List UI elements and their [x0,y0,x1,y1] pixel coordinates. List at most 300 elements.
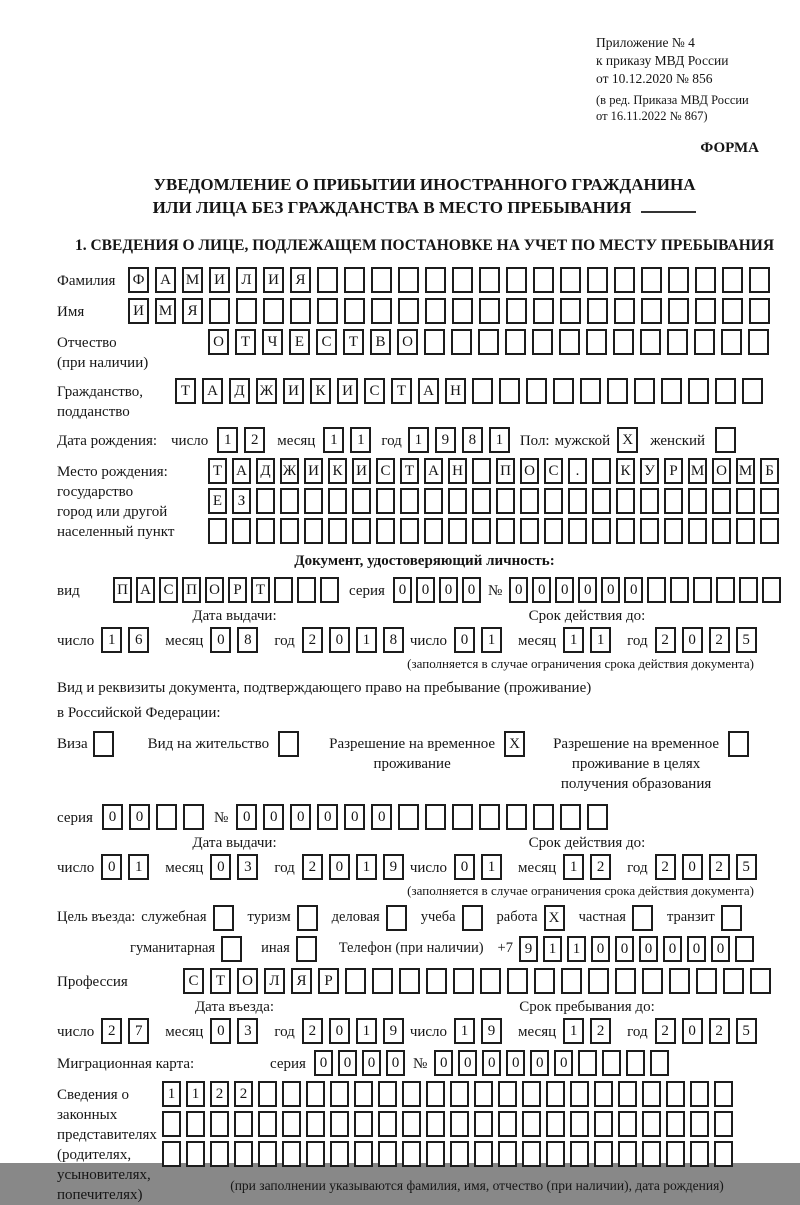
char-box[interactable]: 9 [481,1018,502,1044]
char-box[interactable] [594,1111,613,1137]
char-box[interactable]: 2 [234,1081,253,1107]
char-box[interactable]: О [712,458,731,484]
char-box[interactable]: 0 [624,577,643,603]
char-box[interactable] [297,905,318,931]
char-box[interactable]: О [205,577,224,603]
char-box[interactable] [714,1141,733,1167]
char-box[interactable] [474,1081,493,1107]
char-box[interactable]: 0 [687,936,706,962]
char-box[interactable]: И [128,298,149,324]
char-box[interactable] [641,267,662,293]
char-box[interactable] [560,804,581,830]
char-box[interactable]: 1 [481,854,502,880]
char-box[interactable] [344,267,365,293]
char-box[interactable] [668,298,689,324]
char-box[interactable] [666,1081,685,1107]
char-box[interactable] [696,968,717,994]
char-box[interactable] [162,1141,181,1167]
char-box[interactable]: 0 [532,577,551,603]
char-box[interactable] [452,267,473,293]
char-box[interactable]: 1 [563,627,584,653]
char-box[interactable] [640,329,661,355]
char-box[interactable] [544,488,563,514]
char-box[interactable]: 0 [454,627,475,653]
char-box[interactable] [578,1050,597,1076]
char-box[interactable] [426,968,447,994]
char-box[interactable] [592,518,611,544]
char-box[interactable] [760,488,779,514]
char-box[interactable] [695,267,716,293]
char-box[interactable]: 0 [102,804,123,830]
char-box[interactable]: Т [251,577,270,603]
char-box[interactable] [614,298,635,324]
char-box[interactable] [452,804,473,830]
char-box[interactable]: 0 [236,804,257,830]
char-box[interactable]: Т [210,968,231,994]
char-box[interactable] [448,518,467,544]
char-box[interactable] [328,488,347,514]
char-box[interactable] [402,1141,421,1167]
char-box[interactable]: 2 [709,854,730,880]
char-box[interactable] [586,329,607,355]
char-box[interactable] [587,267,608,293]
char-box[interactable]: 1 [489,427,510,453]
char-box[interactable]: 0 [434,1050,453,1076]
char-box[interactable] [425,267,446,293]
char-box[interactable] [296,936,317,962]
char-box[interactable] [317,267,338,293]
char-box[interactable]: 0 [314,1050,333,1076]
char-box[interactable] [451,329,472,355]
char-box[interactable]: 1 [186,1081,205,1107]
char-box[interactable] [400,488,419,514]
char-box[interactable]: 0 [454,854,475,880]
char-box[interactable]: 8 [462,427,483,453]
char-box[interactable] [714,1081,733,1107]
char-box[interactable]: 1 [350,427,371,453]
char-box[interactable]: П [182,577,201,603]
char-box[interactable]: 0 [506,1050,525,1076]
char-box[interactable]: 1 [101,627,122,653]
char-box[interactable] [424,518,443,544]
char-box[interactable] [213,905,234,931]
char-box[interactable]: 0 [101,854,122,880]
char-box[interactable] [560,267,581,293]
char-box[interactable] [694,329,715,355]
char-box[interactable]: Е [208,488,227,514]
char-box[interactable] [398,298,419,324]
char-box[interactable] [378,1081,397,1107]
char-box[interactable]: 8 [237,627,258,653]
char-box[interactable]: Л [236,267,257,293]
char-box[interactable] [544,518,563,544]
char-box[interactable] [666,1141,685,1167]
char-box[interactable]: 0 [530,1050,549,1076]
char-box[interactable] [372,968,393,994]
char-box[interactable] [520,488,539,514]
char-box[interactable] [453,968,474,994]
char-box[interactable] [472,378,493,404]
char-box[interactable]: Т [208,458,227,484]
char-box[interactable] [210,1111,229,1137]
char-box[interactable]: X [504,731,525,757]
char-box[interactable]: 1 [356,854,377,880]
char-box[interactable] [499,378,520,404]
char-box[interactable] [642,1141,661,1167]
char-box[interactable]: 2 [655,1018,676,1044]
char-box[interactable] [236,298,257,324]
char-box[interactable] [634,378,655,404]
char-box[interactable]: 1 [567,936,586,962]
char-box[interactable] [715,427,736,453]
char-box[interactable] [532,329,553,355]
char-box[interactable]: Р [318,968,339,994]
char-box[interactable] [498,1081,517,1107]
char-box[interactable] [712,518,731,544]
char-box[interactable]: . [568,458,587,484]
char-box[interactable]: 0 [329,854,350,880]
char-box[interactable]: 0 [682,627,703,653]
char-box[interactable] [93,731,114,757]
char-box[interactable]: 2 [302,627,323,653]
char-box[interactable]: О [208,329,229,355]
char-box[interactable] [561,968,582,994]
char-box[interactable]: 9 [383,854,404,880]
char-box[interactable] [282,1111,301,1137]
char-box[interactable] [641,298,662,324]
char-box[interactable] [345,968,366,994]
char-box[interactable] [526,378,547,404]
char-box[interactable]: А [155,267,176,293]
char-box[interactable] [304,488,323,514]
char-box[interactable] [210,1141,229,1167]
char-box[interactable]: С [159,577,178,603]
char-box[interactable] [306,1081,325,1107]
char-box[interactable] [760,518,779,544]
char-box[interactable]: И [209,267,230,293]
char-box[interactable]: 0 [393,577,412,603]
char-box[interactable] [462,905,483,931]
char-box[interactable] [661,378,682,404]
char-box[interactable] [560,298,581,324]
char-box[interactable]: С [376,458,395,484]
char-box[interactable] [570,1081,589,1107]
char-box[interactable]: 8 [383,627,404,653]
char-box[interactable] [306,1141,325,1167]
char-box[interactable]: И [263,267,284,293]
char-box[interactable]: Т [175,378,196,404]
char-box[interactable] [478,329,499,355]
char-box[interactable] [714,1111,733,1137]
char-box[interactable]: 0 [462,577,481,603]
char-box[interactable] [716,577,735,603]
char-box[interactable]: Т [343,329,364,355]
char-box[interactable]: Л [264,968,285,994]
char-box[interactable] [263,298,284,324]
char-box[interactable] [186,1141,205,1167]
char-box[interactable]: 1 [408,427,429,453]
char-box[interactable] [688,488,707,514]
char-box[interactable]: М [182,267,203,293]
char-box[interactable]: 1 [563,854,584,880]
char-box[interactable]: 0 [682,1018,703,1044]
char-box[interactable] [378,1141,397,1167]
char-box[interactable] [723,968,744,994]
char-box[interactable] [506,804,527,830]
char-box[interactable]: Р [664,458,683,484]
char-box[interactable]: 9 [435,427,456,453]
char-box[interactable] [618,1111,637,1137]
char-box[interactable] [715,378,736,404]
char-box[interactable]: Н [448,458,467,484]
char-box[interactable]: 2 [655,854,676,880]
char-box[interactable]: 2 [101,1018,122,1044]
char-box[interactable]: 0 [329,1018,350,1044]
char-box[interactable] [425,298,446,324]
char-box[interactable] [750,968,771,994]
char-box[interactable]: 1 [356,1018,377,1044]
char-box[interactable]: 6 [128,627,149,653]
char-box[interactable] [693,577,712,603]
char-box[interactable]: Ж [256,378,277,404]
char-box[interactable] [256,488,275,514]
char-box[interactable] [533,804,554,830]
char-box[interactable] [479,804,500,830]
char-box[interactable]: З [232,488,251,514]
char-box[interactable] [282,1081,301,1107]
char-box[interactable] [666,1111,685,1137]
char-box[interactable] [330,1111,349,1137]
char-box[interactable]: Т [400,458,419,484]
char-box[interactable] [398,267,419,293]
char-box[interactable] [749,298,770,324]
char-box[interactable] [632,905,653,931]
char-box[interactable] [664,488,683,514]
char-box[interactable] [399,968,420,994]
char-box[interactable] [297,577,316,603]
char-box[interactable] [546,1141,565,1167]
char-box[interactable]: 0 [129,804,150,830]
char-box[interactable]: И [304,458,323,484]
char-box[interactable]: 9 [519,936,538,962]
char-box[interactable]: 0 [210,627,231,653]
char-box[interactable]: 1 [563,1018,584,1044]
char-box[interactable] [722,267,743,293]
char-box[interactable]: А [424,458,443,484]
char-box[interactable] [426,1141,445,1167]
char-box[interactable] [533,298,554,324]
char-box[interactable] [234,1141,253,1167]
char-box[interactable]: 7 [128,1018,149,1044]
char-box[interactable]: 1 [162,1081,181,1107]
char-box[interactable] [642,1111,661,1137]
char-box[interactable] [640,488,659,514]
char-box[interactable] [522,1141,541,1167]
char-box[interactable] [209,298,230,324]
char-box[interactable] [258,1081,277,1107]
char-box[interactable] [402,1081,421,1107]
char-box[interactable]: С [183,968,204,994]
char-box[interactable] [317,298,338,324]
char-box[interactable] [472,488,491,514]
char-box[interactable]: 2 [302,854,323,880]
char-box[interactable] [282,1141,301,1167]
char-box[interactable] [278,731,299,757]
char-box[interactable] [690,1141,709,1167]
char-box[interactable] [522,1081,541,1107]
char-box[interactable] [506,298,527,324]
char-box[interactable] [534,968,555,994]
char-box[interactable]: Ч [262,329,283,355]
char-box[interactable]: П [496,458,515,484]
char-box[interactable]: С [316,329,337,355]
char-box[interactable] [352,488,371,514]
char-box[interactable] [496,488,515,514]
char-box[interactable]: 9 [383,1018,404,1044]
char-box[interactable] [736,488,755,514]
char-box[interactable] [626,1050,645,1076]
char-box[interactable] [426,1111,445,1137]
char-box[interactable] [650,1050,669,1076]
char-box[interactable] [748,329,769,355]
char-box[interactable]: О [520,458,539,484]
char-box[interactable]: Д [229,378,250,404]
char-box[interactable] [688,518,707,544]
char-box[interactable]: Т [235,329,256,355]
char-box[interactable] [371,267,392,293]
char-box[interactable] [739,577,758,603]
char-box[interactable]: 2 [709,1018,730,1044]
char-box[interactable] [426,1081,445,1107]
char-box[interactable]: 1 [356,627,377,653]
char-box[interactable]: С [544,458,563,484]
char-box[interactable] [479,298,500,324]
char-box[interactable] [616,488,635,514]
char-box[interactable]: X [617,427,638,453]
char-box[interactable] [452,298,473,324]
char-box[interactable] [208,518,227,544]
char-box[interactable] [474,1111,493,1137]
char-box[interactable]: 1 [454,1018,475,1044]
char-box[interactable]: 2 [590,1018,611,1044]
char-box[interactable]: К [616,458,635,484]
char-box[interactable] [690,1081,709,1107]
char-box[interactable]: 2 [244,427,265,453]
char-box[interactable] [618,1081,637,1107]
char-box[interactable] [640,518,659,544]
char-box[interactable]: А [202,378,223,404]
char-box[interactable] [722,298,743,324]
char-box[interactable]: 0 [711,936,730,962]
char-box[interactable] [592,458,611,484]
char-box[interactable] [613,329,634,355]
char-box[interactable]: 0 [290,804,311,830]
char-box[interactable] [553,378,574,404]
char-box[interactable]: 0 [578,577,597,603]
char-box[interactable] [320,577,339,603]
char-box[interactable] [156,804,177,830]
char-box[interactable] [615,968,636,994]
char-box[interactable] [721,329,742,355]
char-box[interactable]: 0 [338,1050,357,1076]
char-box[interactable] [330,1141,349,1167]
char-box[interactable]: А [232,458,251,484]
char-box[interactable]: 1 [590,627,611,653]
char-box[interactable]: Б [760,458,779,484]
char-box[interactable] [290,298,311,324]
char-box[interactable]: 0 [601,577,620,603]
char-box[interactable] [400,518,419,544]
char-box[interactable]: Ф [128,267,149,293]
char-box[interactable]: К [310,378,331,404]
char-box[interactable]: 0 [439,577,458,603]
char-box[interactable]: Д [256,458,275,484]
char-box[interactable]: М [736,458,755,484]
char-box[interactable] [450,1081,469,1107]
char-box[interactable] [256,518,275,544]
char-box[interactable] [642,968,663,994]
char-box[interactable] [328,518,347,544]
char-box[interactable]: 0 [682,854,703,880]
char-box[interactable] [425,804,446,830]
char-box[interactable]: В [370,329,391,355]
char-box[interactable]: 0 [554,1050,573,1076]
char-box[interactable]: 2 [590,854,611,880]
char-box[interactable] [592,488,611,514]
char-box[interactable]: 0 [458,1050,477,1076]
char-box[interactable]: 2 [302,1018,323,1044]
char-box[interactable] [330,1081,349,1107]
char-box[interactable] [664,518,683,544]
char-box[interactable] [480,968,501,994]
char-box[interactable]: Я [290,267,311,293]
char-box[interactable]: 0 [591,936,610,962]
char-box[interactable] [280,488,299,514]
char-box[interactable]: Ж [280,458,299,484]
char-box[interactable] [667,329,688,355]
char-box[interactable] [568,488,587,514]
char-box[interactable]: 0 [416,577,435,603]
char-box[interactable] [642,1081,661,1107]
char-box[interactable] [721,905,742,931]
char-box[interactable] [588,968,609,994]
char-box[interactable] [258,1111,277,1137]
char-box[interactable] [448,488,467,514]
char-box[interactable] [344,298,365,324]
char-box[interactable] [742,378,763,404]
char-box[interactable] [690,1111,709,1137]
char-box[interactable] [507,968,528,994]
char-box[interactable] [424,488,443,514]
char-box[interactable]: 1 [481,627,502,653]
char-box[interactable]: М [688,458,707,484]
char-box[interactable] [602,1050,621,1076]
char-box[interactable]: О [237,968,258,994]
char-box[interactable] [570,1111,589,1137]
char-box[interactable] [580,378,601,404]
char-box[interactable]: 1 [543,936,562,962]
char-box[interactable] [398,804,419,830]
char-box[interactable] [354,1081,373,1107]
char-box[interactable]: 0 [639,936,658,962]
char-box[interactable] [221,936,242,962]
char-box[interactable] [546,1111,565,1137]
char-box[interactable] [498,1141,517,1167]
char-box[interactable] [522,1111,541,1137]
char-box[interactable] [616,518,635,544]
char-box[interactable] [280,518,299,544]
char-box[interactable]: Р [228,577,247,603]
